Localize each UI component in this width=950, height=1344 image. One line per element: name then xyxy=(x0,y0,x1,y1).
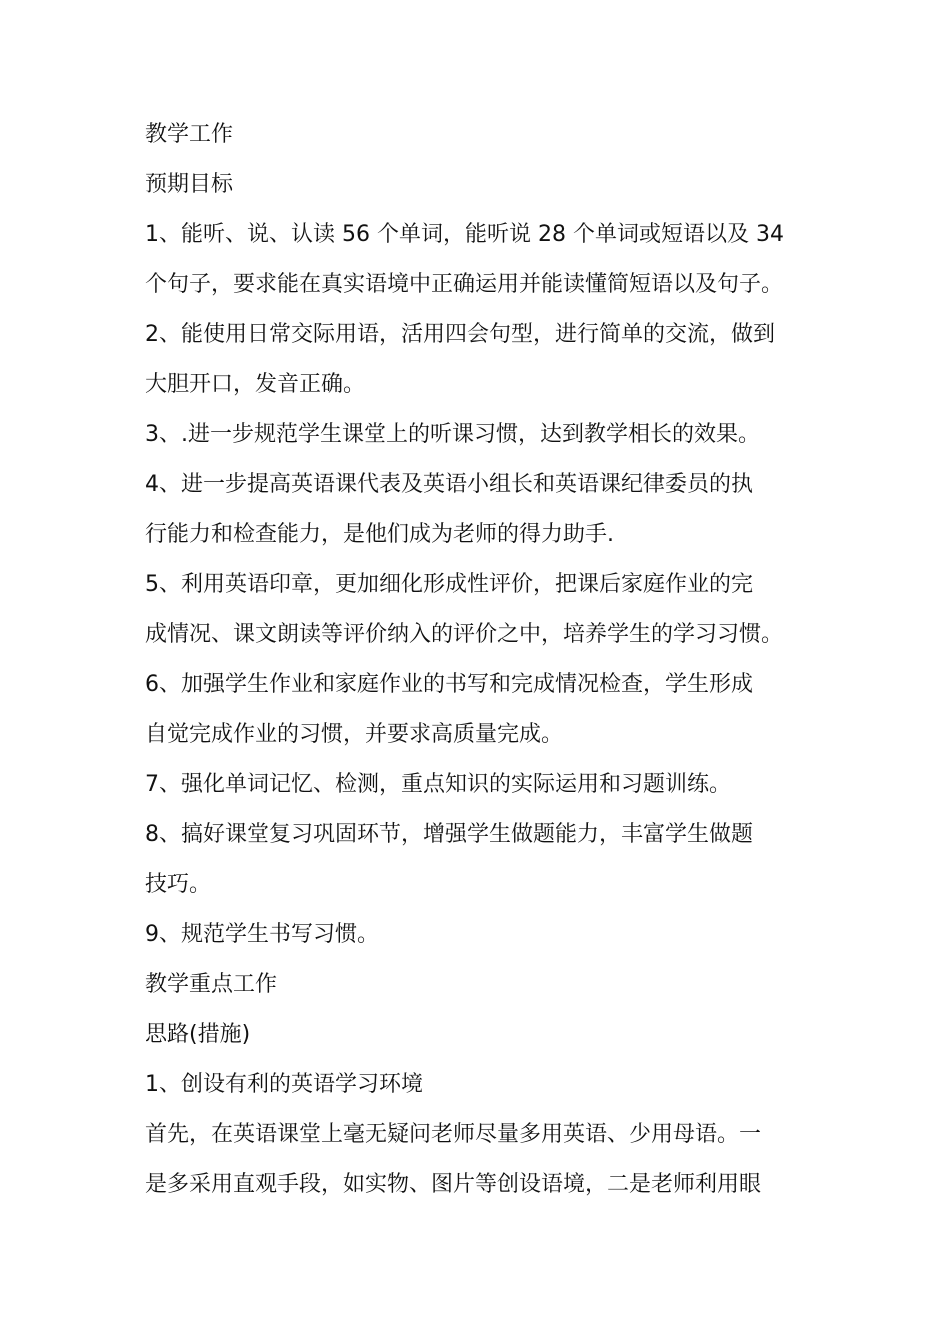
section-heading-expected-goals: 预期目标 xyxy=(145,172,234,197)
paragraph-line: 7、强化单词记忆、检测，重点知识的实际运用和习题训练。 xyxy=(145,772,731,797)
section-heading-approach: 思路(措施) xyxy=(145,1022,251,1047)
section-heading-key-work: 教学重点工作 xyxy=(145,972,278,997)
paragraph-line: 8、搞好课堂复习巩固环节，增强学生做题能力，丰富学生做题 xyxy=(145,822,753,847)
paragraph-line: 个句子，要求能在真实语境中正确运用并能读懂简短语以及句子。 xyxy=(145,272,784,297)
paragraph-line: 技巧。 xyxy=(145,872,212,897)
document-body xyxy=(145,110,817,1210)
paragraph-line: 1、创设有利的英语学习环境 xyxy=(145,1072,423,1097)
paragraph-line: 1、能听、说、认读 56 个单词，能听说 28 个单词或短语以及 34 xyxy=(145,222,784,247)
paragraph-line: 成情况、课文朗读等评价纳入的评价之中，培养学生的学习习惯。 xyxy=(145,622,784,647)
paragraph-line: 4、进一步提高英语课代表及英语小组长和英语课纪律委员的执 xyxy=(145,472,753,497)
paragraph-line: 6、加强学生作业和家庭作业的书写和完成情况检查，学生形成 xyxy=(145,672,753,697)
section-heading-teaching-work: 教学工作 xyxy=(145,122,234,147)
paragraph-line: 自觉完成作业的习惯，并要求高质量完成。 xyxy=(145,722,564,747)
paragraph-line: 大胆开口，发音正确。 xyxy=(145,372,366,397)
paragraph-line: 3、.进一步规范学生课堂上的听课习惯，达到教学相长的效果。 xyxy=(145,422,760,447)
paragraph-line: 9、规范学生书写习惯。 xyxy=(145,922,379,947)
paragraph-line: 是多采用直观手段，如实物、图片等创设语境，二是老师利用眼 xyxy=(145,1172,762,1197)
paragraph-line: 5、利用英语印章，更加细化形成性评价，把课后家庭作业的完 xyxy=(145,572,753,597)
paragraph-line: 行能力和检查能力，是他们成为老师的得力助手. xyxy=(145,522,614,547)
paragraph-line: 2、能使用日常交际用语，活用四会句型，进行简单的交流，做到 xyxy=(145,322,775,347)
paragraph-line: 首先，在英语课堂上毫无疑问老师尽量多用英语、少用母语。一 xyxy=(145,1122,762,1147)
